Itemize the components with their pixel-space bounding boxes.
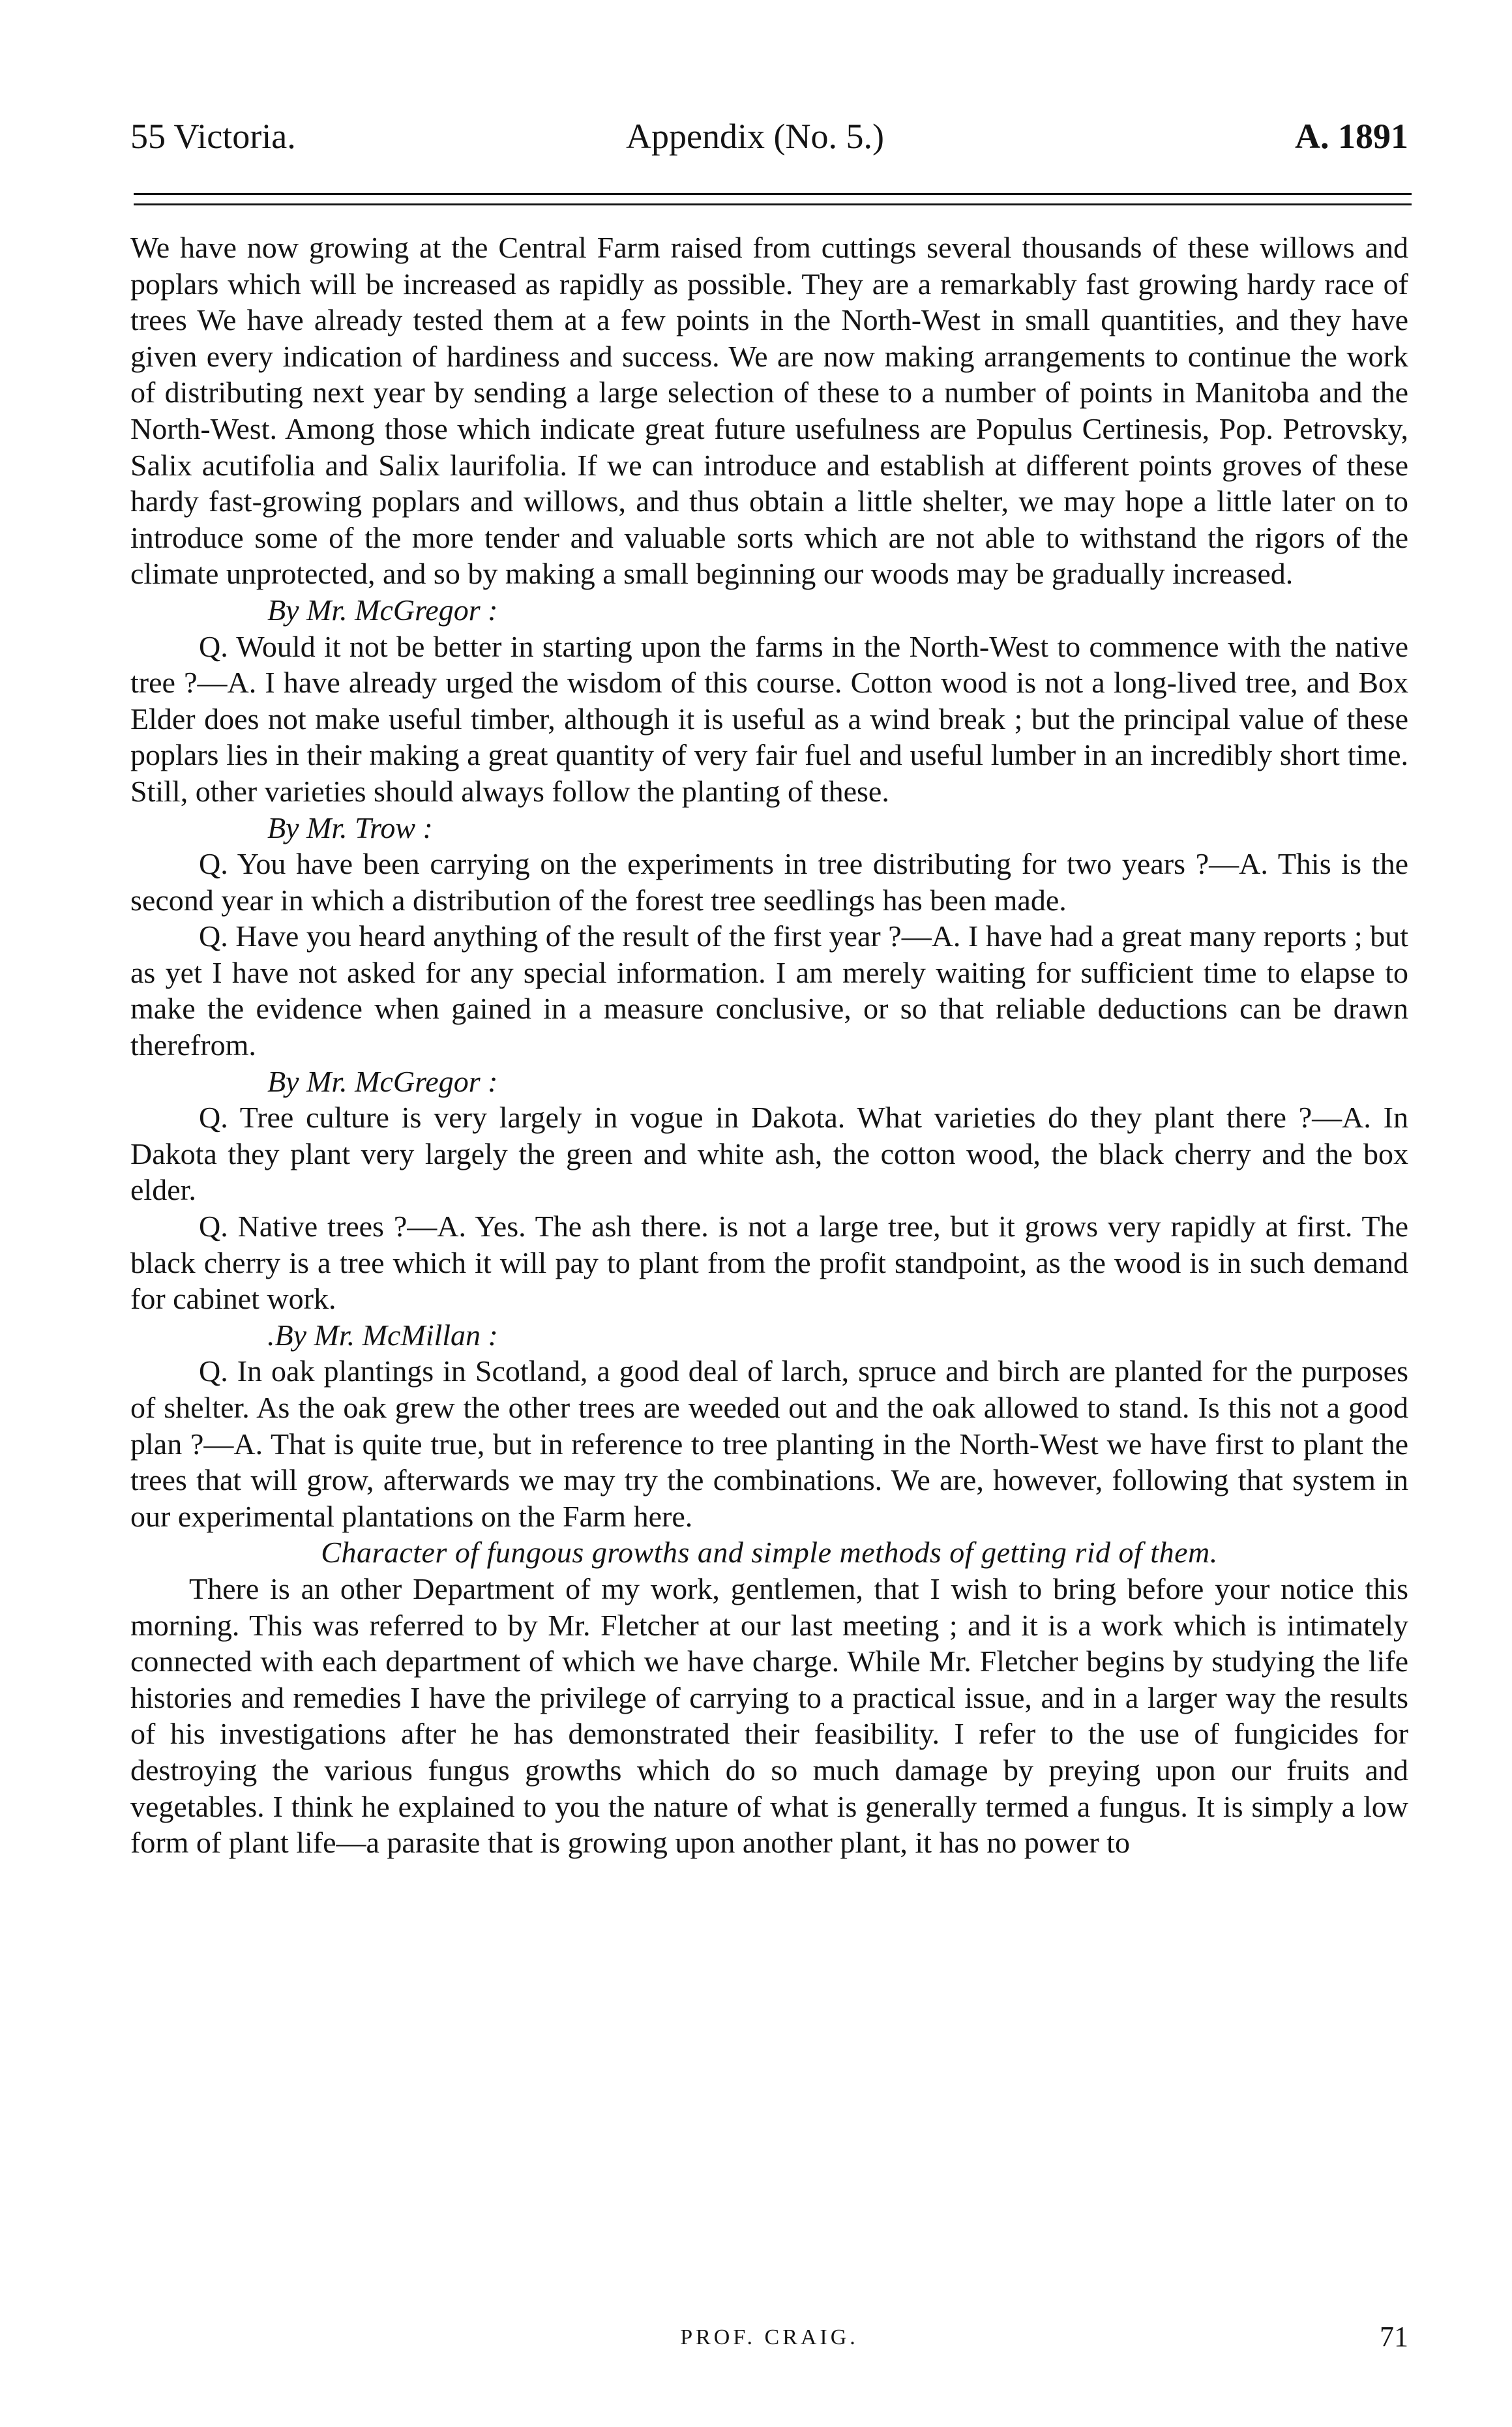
speaker-attribution: By Mr. Trow : — [267, 811, 433, 844]
speaker-attribution: .By Mr. McMillan : — [267, 1318, 498, 1352]
footer-speaker: PROF. CRAIG. — [680, 2325, 859, 2349]
paragraph: Q. Tree culture is very largely in vogue in Dakota. What varieties do they plant there ?—A. In Dakota they plant very largely the green and white ash, the cotton wood, the black cherry and the box elder. — [130, 1101, 1408, 1207]
paragraph: There is an other Department of my work, gentlemen, that I wish to bring before your notice this morning. This was referred to by Mr. Fletcher at our last meeting ; and it is a work which is intimately connected with each department of which we have charge. While Mr. Fletcher begins by studying the life histories and remedies I have the privilege of carrying to a practical issue, and in a larger way the results of his investigations after he has demonstrated their feasibility. I refer to the use of fungicides for destroying the various fungus growths which do so much damage by preying upon our fruits and vegetables. I think he explained to you the nature of what is generally termed a fungus. It is simply a low form of plant life—a parasite that is growing upon another plant, it has no power to — [130, 1571, 1408, 1860]
section-heading: Character of fungous growths and simple methods of getting rid of them. — [321, 1536, 1218, 1570]
body-text — [130, 230, 1408, 1861]
running-footer — [130, 2320, 1408, 2359]
page-number: 71 — [1380, 2321, 1408, 2353]
paragraph: Q. Would it not be better in starting upon the farms in the North-West to commence with the native tree ?—A. I have already urged the wisdom of this course. Cotton wood is not a long-lived tree, and Box Elder does not make useful timber, although it is useful as a wind break ; but the principal value of these poplars lies in their making a great quantity of very fair fuel and useful lumber in an incredibly short time. Still, other varieties should always follow the planting of these. — [130, 629, 1408, 808]
header-appendix: Appendix (No. 5.) — [626, 117, 884, 156]
paragraph: Q. You have been carrying on the experiments in tree distributing for two years ?—A. This is the second year in which a distribution of the forest tree seedlings has been made. — [130, 847, 1408, 917]
paragraph: Q. Native trees ?—A. Yes. The ash there. is not a large tree, but it grows very rapidly at first. The black cherry is a tree which it will pay to plant from the profit standpoint, as the wood is in such demand for cabinet work. — [130, 1210, 1408, 1316]
header-rule-top — [134, 193, 1412, 195]
paragraph: Q. In oak plantings in Scotland, a good deal of larch, spruce and birch are planted for the purposes of shelter. As the oak grew the other trees are weeded out and the oak allowed to stand. Is this not a good plan ?—A. That is quite true, but in reference to tree planting in the North-West we have first to plant the trees that will grow, afterwards we may try the combinations. We are, however, following that system in our experimental plantations on the Farm here. — [130, 1354, 1408, 1533]
paragraph: We have now growing at the Central Farm raised from cuttings several thousands of these willows and poplars which will be increased as rapidly as possible. They are a remarkably fast growing hardy race of trees We have already tested them at a few points in the North-West in small quantities, and they have given every indication of hardiness and success. We are now making arrangements to continue the work of distributing next year by sending a large selection of these to a number of points in Manitoba and the North-West. Among those which indicate great future usefulness are Populus Certinesis, Pop. Petrovsky, Salix acutifolia and Salix laurifolia. If we can introduce and establish at different points groves of these hardy fast-growing poplars and willows, and thus obtain a little shelter, we may hope a little later on to introduce some of the more tender and valuable sorts which are not able to withstand the rigors of the climate unprotected, and so by making a small beginning our woods may be gradually increased. — [130, 231, 1408, 591]
header-session: 55 Victoria. — [130, 117, 296, 156]
running-header — [130, 116, 1408, 168]
paragraph: Q. Have you heard anything of the result of the first year ?—A. I have had a great many reports ; but as yet I have not asked for any special information. I am merely waiting for sufficient time to elapse to make the evidence when gained in a measure conclusive, or so that reliable deductions can be drawn therefrom. — [130, 919, 1408, 1062]
speaker-attribution: By Mr. McGregor : — [267, 1064, 498, 1098]
header-rule-bottom — [134, 203, 1412, 205]
speaker-attribution: By Mr. McGregor : — [267, 593, 498, 627]
header-year: A. 1891 — [1295, 117, 1408, 156]
